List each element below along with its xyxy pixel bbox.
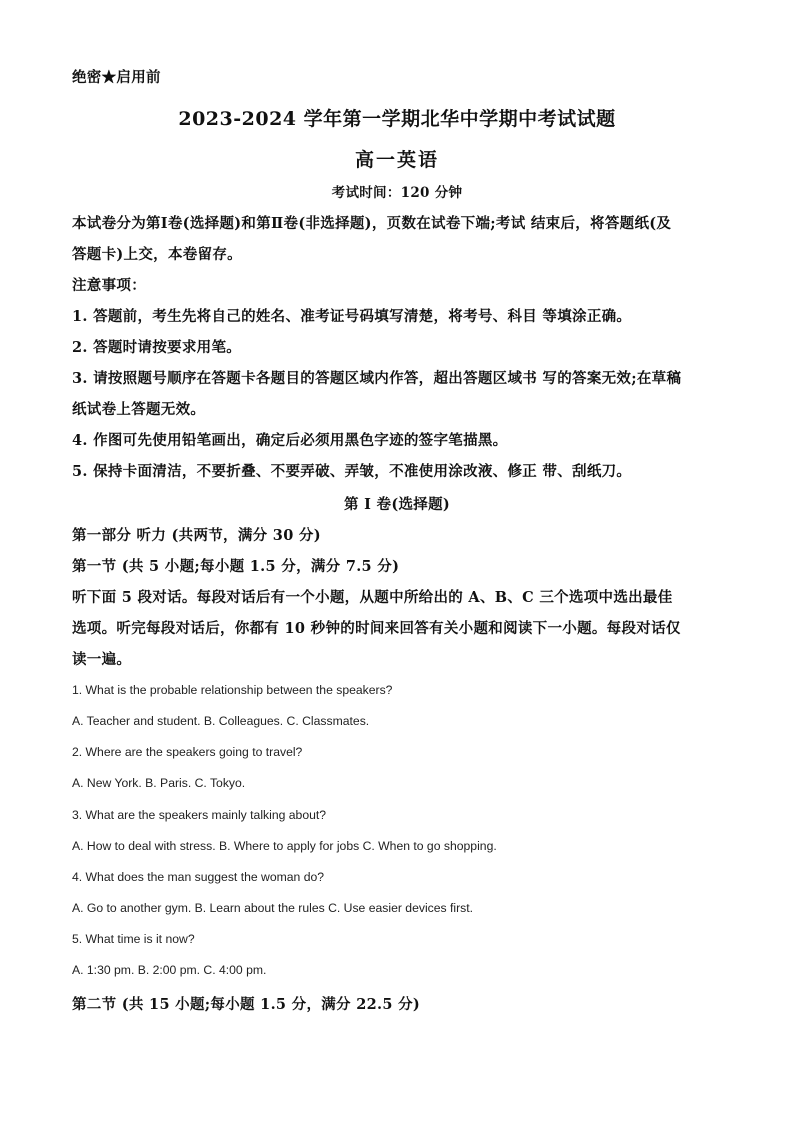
notes-heading: 注意事项： [72,277,146,294]
instructions-line-1: 听下面 5 段对话。每段对话后有一个小题，从题中所给出的 A、B、C 三个选项中选出最佳 [72,589,673,606]
section-1-heading: 第一节 (共 5 小题;每小题 1.5 分，满分 7.5 分) [72,558,400,575]
question-5: 5. What time is it now? [72,932,195,946]
secret-label: 绝密★启用前 [72,69,161,86]
question-1: 1. What is the probable relationship between the speakers? [72,683,393,697]
intro-line-1: 本试卷分为第Ⅰ卷(选择题)和第Ⅱ卷(非选择题)，页数在试卷下端;考试 结束后，将答题纸(及 [72,215,672,232]
section-2-heading: 第二节 (共 15 小题;每小题 1.5 分，满分 22.5 分) [72,996,421,1013]
question-2: 2. Where are the speakers going to travel? [72,745,303,759]
question-4: 4. What does the man suggest the woman do? [72,870,325,884]
note-item-1: 1. 答题前，考生先将自己的姓名、准考证号码填写清楚，将考号、科目 等填涂正确。 [72,308,632,325]
note-item-2: 2. 答题时请按要求用笔。 [72,339,242,356]
note-item-3-line-1: 3. 请按照题号顺序在答题卡各题目的答题区域内作答，超出答题区域书 写的答案无效;在草稿 [72,370,682,387]
question-3-options: A. How to deal with stress. B. Where to apply for jobs C. When to go shopping. [72,839,497,853]
part-1-heading: 第一部分 听力 (共两节，满分 30 分) [72,527,321,544]
note-item-5: 5. 保持卡面清洁，不要折叠、不要弄破、弄皱，不准使用涂改液、修正 带、刮纸刀。 [72,463,632,480]
question-3: 3. What are the speakers mainly talking about? [72,808,327,822]
volume-title: 第 Ⅰ 卷(选择题) [343,496,451,513]
question-4-options: A. Go to another gym. B. Learn about the rules C. Use easier devices first. [72,901,474,915]
intro-line-2: 答题卡)上交，本卷留存。 [72,246,242,263]
question-1-options: A. Teacher and student. B. Colleagues. C. Classmates. [72,714,370,728]
question-2-options: A. New York. B. Paris. C. Tokyo. [72,776,246,790]
exam-title: 2023-2024 学年第一学期北华中学期中考试试题 [178,108,616,130]
note-item-3-line-2: 纸试卷上答题无效。 [72,401,206,418]
instructions-line-2: 选项。听完每段对话后，你都有 10 秒钟的时间来回答有关小题和阅读下一小题。每段对话仅 [72,620,681,637]
question-5-options: A. 1:30 pm. B. 2:00 pm. C. 4:00 pm. [72,963,267,977]
instructions-line-3: 读一遍。 [72,651,132,668]
subject-title: 高一英语 [354,149,439,171]
exam-time: 考试时间：120 分钟 [331,185,463,201]
note-item-4: 4. 作图可先使用铅笔画出，确定后必须用黑色字迹的签字笔描黑。 [72,432,508,449]
